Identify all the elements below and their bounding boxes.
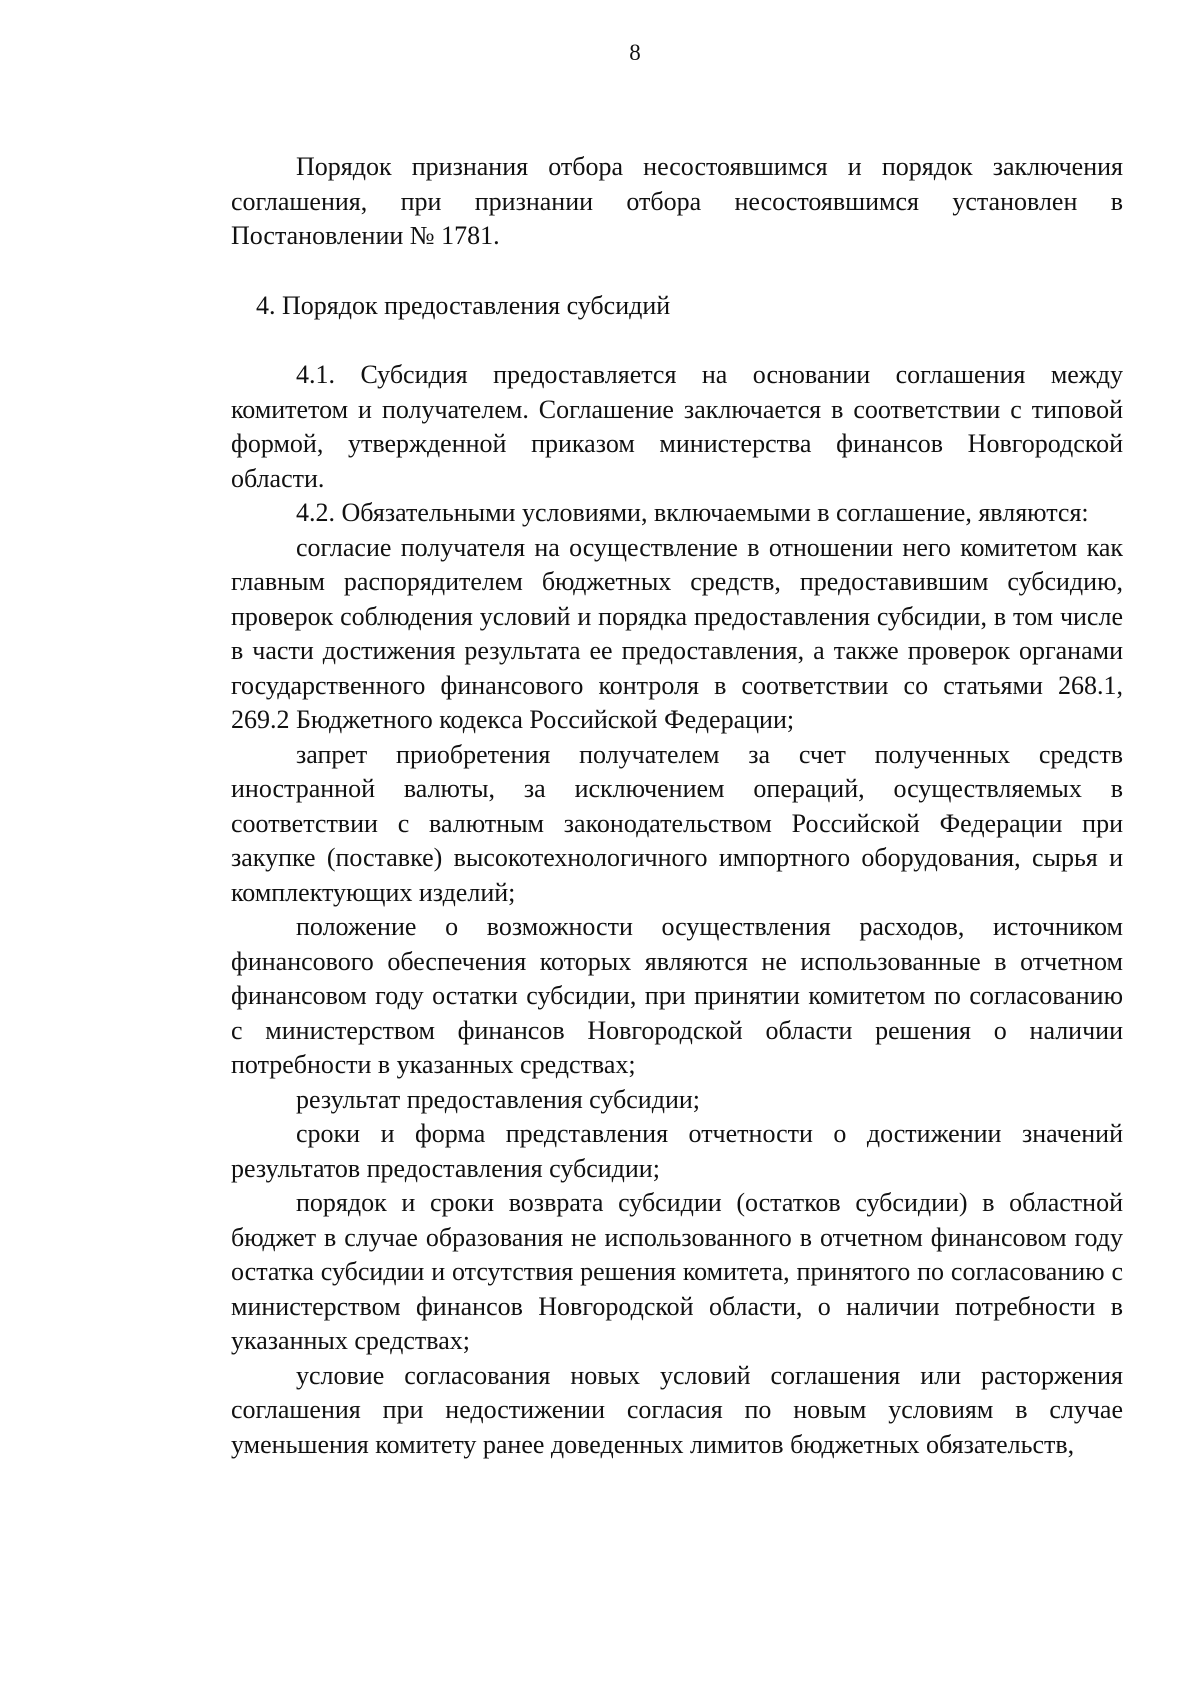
paragraph-4-2: 4.2. Обязательными условиями, включаемыми в соглашение, являются: <box>296 498 1089 527</box>
page-number: 8 <box>629 40 641 65</box>
condition-unused-balance: положение о возможности осуществления расходов, источником финансового обеспечения которых являются не использованные в отчетном финансовом году остатки субсидии, при принятии комитетом по согласованию с министерством финансов Новгородской области решения о наличии потребности в указанных средствах; <box>231 912 1123 1079</box>
document-body <box>231 150 1123 1462</box>
condition-audit-consent: согласие получателя на осуществление в отношении него комитетом как главным распорядителем бюджетных средств, предоставившим субсидию, проверок соблюдения условий и порядка предоставления субсидии, в том числе в части достижения результата ее предоставления, а также проверок органами государственного финансового контроля в соответствии со статьями 268.1, 269.2 Бюджетного кодекса Российской Федерации; <box>231 532 1123 734</box>
condition-result: результат предоставления субсидии; <box>296 1084 700 1114</box>
intro-paragraph: Порядок признания отбора несостоявшимся и порядок заключения соглашения, при признании отбора несостоявшимся установлен в Постановлении № 1781. <box>231 152 1123 250</box>
section-heading: 4. Порядок предоставления субсидий <box>256 290 671 320</box>
condition-new-terms: условие согласования новых условий соглашения или расторжения соглашения при недостижении согласия по новым условиям в случае уменьшения комитету ранее доведенных лимитов бюджетных обязательств, <box>231 1360 1123 1459</box>
paragraph-4-1: 4.1. Субсидия предоставляется на основании соглашения между комитетом и получателем. Соглашение заключается в соответствии с типовой формой, утвержденной приказом министерства финансов Новгородской области. <box>231 360 1123 493</box>
condition-currency-ban: запрет приобретения получателем за счет полученных средств иностранной валюты, за исключением операций, осуществляемых в соответствии с валютным законодательством Российской Федерации при закупке (поставке) высокотехнологичного импортного оборудования, сырья и комплектующих изделий; <box>231 739 1123 907</box>
condition-reporting: сроки и форма представления отчетности о достижении значений результатов предоставления субсидии; <box>231 1119 1123 1183</box>
condition-refund: порядок и сроки возврата субсидии (остатков субсидии) в областной бюджет в случае образования не использованного в отчетном финансовом году остатка субсидии и отсутствия решения комитета, принятого по согласованию с министерством финансов Новгородской области, о наличии потребности в указанных средствах; <box>231 1188 1123 1355</box>
